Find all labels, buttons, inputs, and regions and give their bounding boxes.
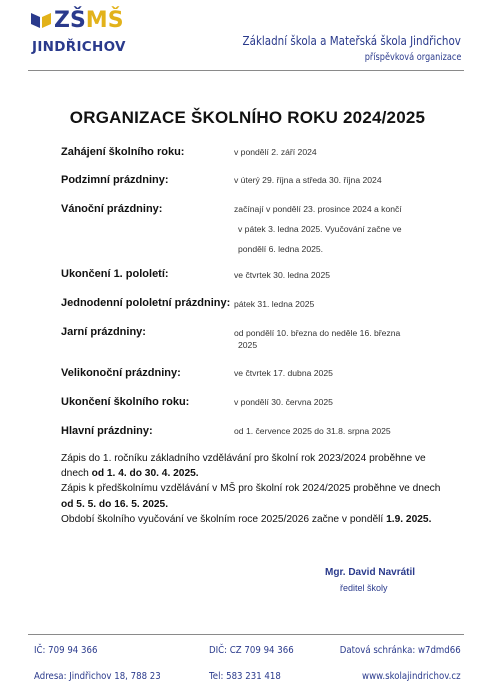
note-dates: 1.9. 2025. [386,513,432,525]
logo-zs: ZŠ [54,8,86,33]
signatory-name: Mgr. David Navrátil [325,567,416,578]
letterhead [0,0,495,68]
school-logo [24,10,134,66]
schedule-value: ve čtvrtek 17. dubna 2025 [234,368,333,378]
schedule-value: začínají v pondělí 23. prosince 2024 a končí [234,204,402,214]
signatory-role: ředitel školy [340,583,388,593]
footer-address: Adresa: Jindřichov 18, 788 23 [34,671,161,682]
schedule-value: od 1. července 2025 do 31.8. srpna 2025 [234,426,391,436]
schedule-value: 2025 [238,340,258,350]
schedule-value: pátek 31. ledna 2025 [234,299,315,309]
schedule-value: od pondělí 10. března do neděle 16. března [234,328,401,338]
school-type: příspěvková organizace [364,52,461,63]
schedule-value: ve čtvrtek 30. ledna 2025 [234,270,331,280]
footer-divider [28,634,464,635]
schedule-value: v pondělí 2. září 2024 [234,147,317,157]
logo-text [54,8,124,33]
schedule-value: v úterý 29. října a středa 30. října 2024 [234,175,382,185]
note-dates: od 5. 5. do 16. 5. 2025. [61,498,169,510]
note-enrollment-ms: Zápis k předškolnímu vzdělávání v MŠ pro školní rok 2024/2025 proběhne ve dnech od 5. 5. do 16. 5. 2025. [61,483,441,510]
note-enrollment-zs: Zápis do 1. ročníku základního vzdělávání pro školní rok 2023/2024 proběhne ve dnech od 1. 4. do 30. 4. 2025. [61,453,426,480]
schedule-label: Podzimní prázdniny: [61,174,169,186]
schedule-label: Vánoční prázdniny: [61,203,163,215]
note-next-year: Období školního vyučování ve školním roce 2025/2026 začne v pondělí 1.9. 2025. [61,513,432,525]
footer-phone: Tel: 583 231 418 [209,671,281,682]
note-dates: od 1. 4. do 30. 4. 2025. [91,468,199,480]
schedule-value: v pondělí 30. června 2025 [234,397,333,407]
schedule-label: Jednodenní pololetní prázdniny: [61,297,231,309]
footer-website[interactable]: www.skolajindrichov.cz [362,671,461,682]
schedule-label: Ukončení školního roku: [61,396,190,408]
header-divider [28,70,464,71]
logo-ms: MŠ [85,8,124,33]
school-name: Základní škola a Mateřská škola Jindřichov [242,34,461,48]
footer-ic: IČ: 709 94 366 [34,645,98,656]
footer-dic: DIČ: CZ 709 94 366 [209,645,294,656]
schedule-label: Ukončení 1. pololetí: [61,268,169,280]
schedule-label: Hlavní prázdniny: [61,425,153,437]
schedule-value: v pátek 3. ledna 2025. Vyučování začne ve [238,224,402,234]
logo-subtitle: JINDŘICHOV [32,39,126,55]
schedule-label: Jarní prázdniny: [61,326,146,338]
page-title: ORGANIZACE ŠKOLNÍHO ROKU 2024/2025 [69,108,426,127]
enrollment-notes [61,451,441,527]
book-icon [30,10,52,30]
schedule-value: pondělí 6. ledna 2025. [238,244,324,254]
schedule-label: Zahájení školního roku: [61,146,185,158]
schedule-label: Velikonoční prázdniny: [61,367,181,379]
footer-databox: Datová schránka: w7dmd66 [339,645,461,656]
